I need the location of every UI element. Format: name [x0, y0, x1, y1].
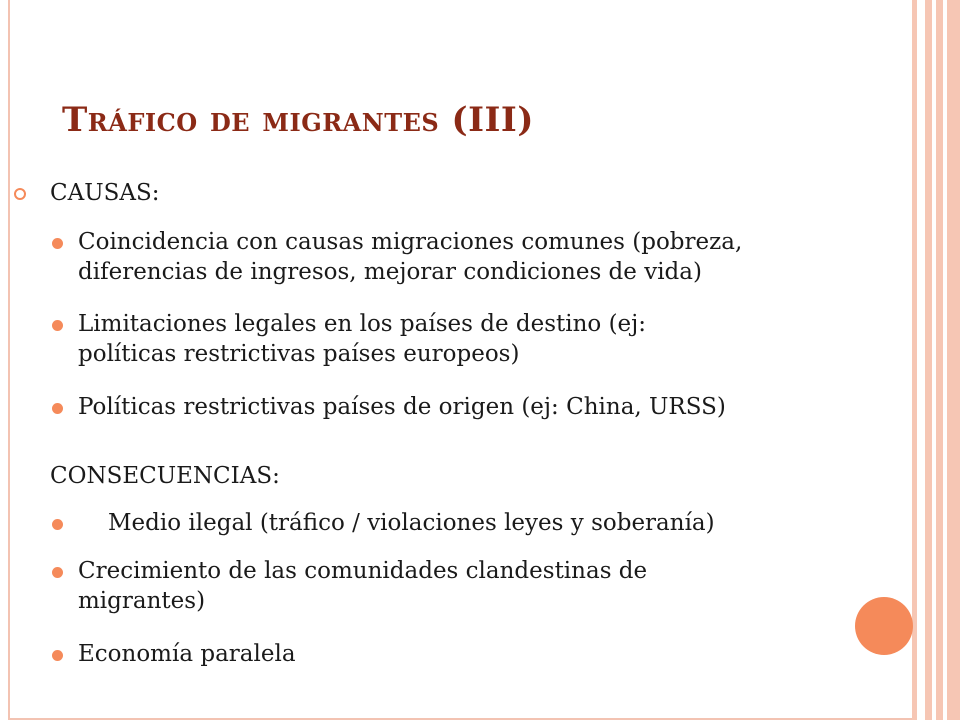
decor-stripe [947, 0, 960, 720]
dot-bullet-icon [52, 320, 63, 331]
causas-item-2-line1: Limitaciones legales en los países de destino (ej: [78, 311, 647, 337]
dot-bullet-icon [52, 403, 63, 414]
consecuencias-item-3 [78, 639, 898, 669]
causas-heading: CAUSAS: [50, 180, 160, 206]
causas-item-3 [78, 392, 898, 422]
dot-bullet-icon [52, 238, 63, 249]
causas-item-2-line2: políticas restrictivas países europeos) [78, 341, 520, 367]
slide-title: Tráfico de migrantes (III) [62, 100, 534, 140]
consecuencias-item-2 [78, 556, 898, 616]
causas-item-2 [78, 309, 898, 369]
dot-bullet-icon [52, 519, 63, 530]
decor-stripe [936, 0, 943, 720]
consecuencias-item-1 [78, 508, 898, 538]
causas-item-1-line1: Coincidencia con causas migraciones comunes (pobreza, [78, 229, 743, 255]
consecuencias-heading: CONSECUENCIAS: [50, 463, 280, 489]
causas-item-1-line2: diferencias de ingresos, mejorar condiciones de vida) [78, 259, 702, 285]
decor-stripe-gap [917, 0, 925, 720]
dot-bullet-icon [52, 567, 63, 578]
consecuencias-item-3-line1: Economía paralela [78, 641, 296, 667]
consecuencias-item-1-line1: Medio ilegal (tráfico / violaciones leyes y soberanía) [108, 510, 715, 536]
ring-bullet-icon [14, 188, 26, 200]
decor-stripe [925, 0, 932, 720]
consecuencias-item-2-line1: Crecimiento de las comunidades clandestinas de [78, 558, 648, 584]
causas-item-1 [78, 227, 898, 287]
causas-item-3-line1: Políticas restrictivas países de origen (ej: China, URSS) [78, 394, 726, 420]
consecuencias-item-2-line2: migrantes) [78, 588, 206, 614]
dot-bullet-icon [52, 650, 63, 661]
